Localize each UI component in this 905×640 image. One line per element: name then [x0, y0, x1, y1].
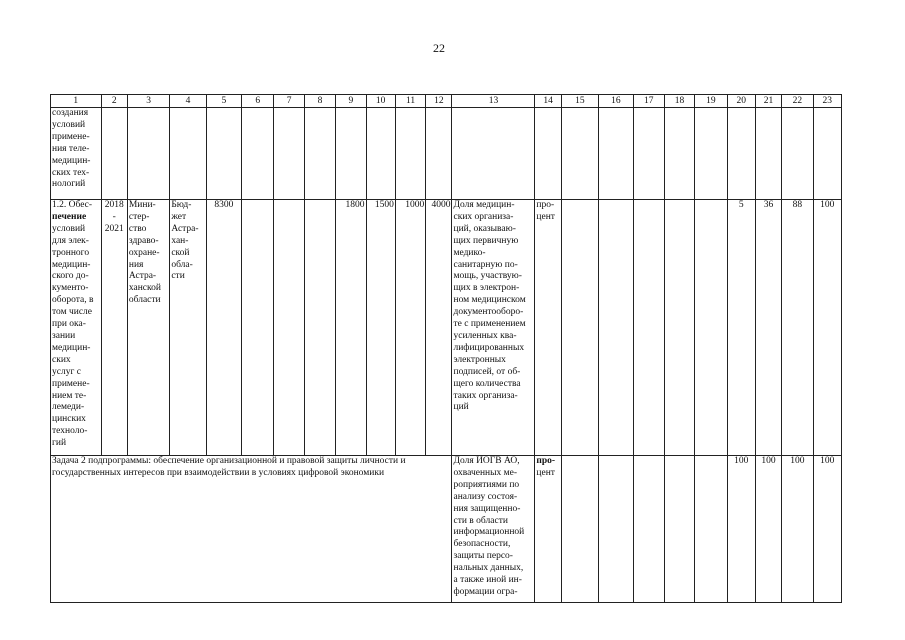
table-cell: [633, 456, 664, 603]
table-cell: [561, 456, 598, 603]
col-header-6: 6: [242, 95, 274, 108]
table-cell: [561, 108, 598, 200]
row2-executor: Мини- стер- ство здраво- охране- ния Астра- ханской области: [127, 200, 169, 456]
col-header-20: 20: [727, 95, 755, 108]
row2-description-bold: печение: [52, 211, 87, 222]
table-cell: [101, 108, 127, 200]
row2-amount-col12: 4000: [426, 200, 452, 456]
row1-description: создания условий примене- ния теле- медицин- ских тех- нологий: [51, 108, 102, 200]
table-cell: [782, 108, 813, 200]
table-cell: [452, 108, 535, 200]
table-cell: [599, 200, 633, 456]
row2-description-post: условий для элек- тронного медицин- ского до- кументо- оборота, в том числе при ока- зании медицин- ских услуг с примене- нием те- лемеди- цинских техноло- гий: [52, 223, 94, 449]
table-cell: [304, 108, 335, 200]
table-cell: [127, 108, 169, 200]
table-cell: [535, 108, 561, 200]
row2-amount-col9: 1800: [336, 200, 366, 456]
col-header-19: 19: [695, 95, 727, 108]
table-cell: [206, 108, 241, 200]
table-cell: [599, 108, 633, 200]
task-2-title: Задача 2 подпрограммы: обеспечение организационной и правовой защиты личности и государственных интересов при взаимодействии в условиях цифровой экономики: [51, 456, 452, 603]
row2-value-col22: 88: [782, 200, 813, 456]
table-cell: [695, 108, 727, 200]
row3-value-col23: 100: [813, 456, 841, 603]
col-header-7: 7: [274, 95, 304, 108]
col-header-4: 4: [170, 95, 206, 108]
row2-description: [51, 200, 102, 456]
col-header-18: 18: [664, 95, 694, 108]
table-cell: [695, 456, 727, 603]
col-header-23: 23: [813, 95, 841, 108]
row2-total-amount: 8300: [206, 200, 241, 456]
table-cell: [336, 108, 366, 200]
row2-amount-col11: 1000: [395, 200, 425, 456]
col-header-15: 15: [561, 95, 598, 108]
col-header-14: 14: [535, 95, 561, 108]
table-cell: [274, 108, 304, 200]
table-row: [51, 108, 842, 200]
col-header-13: 13: [452, 95, 535, 108]
col-header-21: 21: [755, 95, 781, 108]
row2-value-col21: 36: [755, 200, 781, 456]
col-header-11: 11: [395, 95, 425, 108]
row2-value-col23: 100: [813, 200, 841, 456]
table-cell: [813, 108, 841, 200]
col-header-1: 1: [51, 95, 102, 108]
row2-funding-source: Бюд- жет Астра- хан- ской обла- сти: [170, 200, 206, 456]
table-cell: [599, 456, 633, 603]
col-header-17: 17: [633, 95, 664, 108]
col-header-2: 2: [101, 95, 127, 108]
col-header-5: 5: [206, 95, 241, 108]
col-header-12: 12: [426, 95, 452, 108]
table-cell: [633, 200, 664, 456]
col-header-3: 3: [127, 95, 169, 108]
table-cell: [274, 200, 304, 456]
plan-table: [50, 94, 842, 603]
row3-value-col22: 100: [782, 456, 813, 603]
table-cell: [170, 108, 206, 200]
row3-value-col20: 100: [727, 456, 755, 603]
table-cell: [664, 456, 694, 603]
table-cell: [664, 108, 694, 200]
row2-indicator: Доля медицин- ских организа- ций, оказываю- щих первичную медико- санитарную по- мощь, участвую- щих в электрон- ном медицинском документооборо- те с применением усиленных ква- лифицированных электронных подписей, от об- щего количества таких организа- ций: [452, 200, 535, 456]
table-cell: [366, 108, 395, 200]
col-header-9: 9: [336, 95, 366, 108]
table-cell: [755, 108, 781, 200]
table-cell: [242, 108, 274, 200]
page-number: 22: [433, 41, 445, 55]
table-cell: [633, 108, 664, 200]
table-row: [51, 200, 842, 456]
row2-description-pre: 1.2. Обес-: [52, 200, 93, 210]
table-cell: [304, 200, 335, 456]
row2-unit: про- цент: [535, 200, 561, 456]
row2-amount-col10: 1500: [366, 200, 395, 456]
row3-value-col21: 100: [755, 456, 781, 603]
table-cell: [395, 108, 425, 200]
row2-value-col20: 5: [727, 200, 755, 456]
row3-unit-rest: цент: [536, 467, 555, 478]
table-cell: [664, 200, 694, 456]
col-header-8: 8: [304, 95, 335, 108]
row3-indicator: Доля ИОГВ АО, охваченных ме- роприятиями по анализу состоя- ния защищенно- сти в области информационной безопасности, защиты персо- нальных данных, а также иной ин- формации огра-: [452, 456, 535, 603]
table-cell: [727, 108, 755, 200]
row3-unit-bold: про-: [536, 456, 556, 466]
col-header-10: 10: [366, 95, 395, 108]
table-header-row: [51, 95, 842, 108]
table-cell: [242, 200, 274, 456]
row2-period: 2018 - 2021: [101, 200, 127, 456]
table-cell: [561, 200, 598, 456]
row3-unit: [535, 456, 561, 603]
table-cell: [695, 200, 727, 456]
col-header-22: 22: [782, 95, 813, 108]
table-row: [51, 456, 842, 603]
table-cell: [426, 108, 452, 200]
col-header-16: 16: [599, 95, 633, 108]
